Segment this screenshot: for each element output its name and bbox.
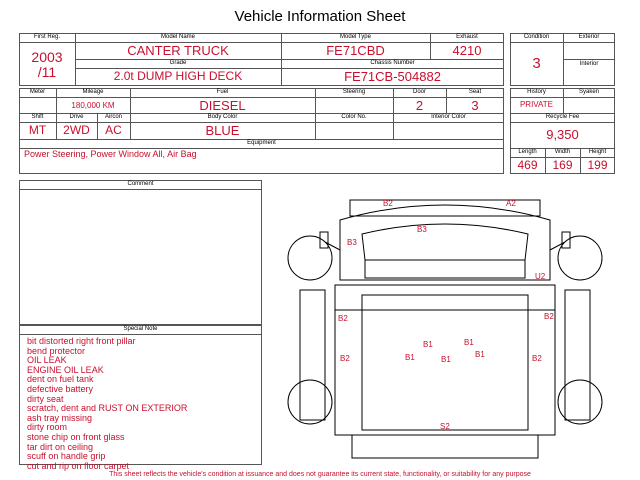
seat-value: 3 [471, 98, 479, 113]
damage-mark: A2 [506, 199, 516, 208]
list-item: OIL LEAK [27, 355, 67, 366]
chassis-number-value: FE71CB-504882 [344, 69, 441, 84]
list-item: ENGINE OIL LEAK [27, 364, 104, 375]
shift-value: MT [28, 123, 47, 137]
list-item: dirty room [27, 422, 68, 433]
drive-value: 2WD [63, 123, 90, 137]
height-label: Height [588, 149, 607, 155]
interior-label: Interior [579, 61, 599, 67]
grade-value: 2.0t DUMP HIGH DECK [113, 69, 243, 83]
model-type-label: Model Type [340, 34, 371, 40]
seat-label: Seat [468, 89, 482, 95]
list-item: ash tray missing [27, 412, 93, 423]
damage-mark: B3 [347, 238, 357, 247]
damage-mark: B1 [405, 353, 415, 362]
color-no-label: Color No. [341, 114, 367, 120]
equipment-label: Equipment [247, 140, 276, 146]
door-value: 2 [415, 98, 424, 113]
width-value: 169 [552, 158, 573, 172]
height-value: 199 [587, 158, 608, 172]
list-item: stone chip on front glass [27, 431, 125, 442]
comment-box [19, 180, 262, 325]
door-label: Door [412, 89, 426, 95]
model-type-value: FE71CBD [326, 43, 385, 58]
grade-label: Grade [169, 60, 187, 66]
comment-label: Comment [127, 181, 154, 187]
damage-mark: B1 [441, 355, 451, 364]
damage-mark: B2 [383, 199, 393, 208]
model-name-value: CANTER TRUCK [127, 43, 229, 58]
body-color-value: BLUE [205, 123, 240, 138]
damage-mark: B2 [532, 354, 542, 363]
list-item: dent on fuel tank [27, 374, 94, 385]
fuel-label: Fuel [216, 89, 229, 95]
exterior-label: Exterior [578, 34, 600, 40]
damage-mark: B2 [338, 314, 348, 323]
shift-label: Shift [31, 114, 44, 120]
exhaust-label: Exhaust [456, 34, 478, 40]
damage-mark: S2 [440, 422, 450, 431]
length-value: 469 [517, 158, 538, 172]
first-reg-month: /11 [37, 64, 57, 80]
truck-damage-diagram [270, 180, 615, 470]
special-note-label: Special Note [123, 326, 158, 332]
syaken-label: Syaken [578, 89, 599, 95]
drive-label: Drive [69, 114, 84, 120]
page-title: Vehicle Information Sheet [234, 8, 406, 25]
list-item: scratch, dent and RUST ON EXTERIOR [27, 403, 188, 414]
history-label: History [527, 89, 546, 95]
damage-mark: U2 [535, 272, 546, 281]
body-color-label: Body Color [207, 114, 238, 120]
damage-mark: B1 [464, 338, 474, 347]
recycle-fee-value: 9,350 [546, 127, 579, 142]
damage-mark: B1 [475, 350, 485, 359]
footer-disclaimer: This sheet reflects the vehicle's condition at issuance and does not guarantee its current state, functionality, or suitability for any purpose [109, 471, 531, 478]
recycle-fee-label: Recycle Fee [545, 114, 580, 120]
chassis-number-label: Chassis Number [370, 60, 415, 66]
damage-mark: B2 [340, 354, 350, 363]
damage-mark: B1 [423, 340, 433, 349]
aircon-label: Aircon [104, 114, 122, 120]
mileage-value: 180,000 KM [71, 101, 115, 110]
fuel-value: DIESEL [199, 98, 246, 113]
history-value: PRIVATE [519, 100, 554, 109]
mileage-label: Mileage [82, 89, 104, 95]
list-item: scuff on handle grip [27, 451, 106, 462]
meter-label: Meter [29, 89, 46, 95]
list-item: bend protector [27, 345, 86, 356]
width-label: Width [554, 149, 571, 155]
damage-mark: B3 [417, 225, 427, 234]
damage-mark: B2 [544, 312, 554, 321]
length-label: Length [518, 149, 537, 155]
interior-color-label: Interior Color [431, 114, 466, 120]
condition-value: 3 [532, 55, 541, 72]
list-item: dirty seat [27, 393, 64, 404]
condition-label: Condition [523, 34, 550, 40]
first-reg-label: First Reg. [33, 34, 60, 40]
exhaust-value: 4210 [452, 43, 482, 58]
list-item: bit distorted right front pillar [27, 336, 136, 346]
list-item: defective battery [27, 383, 94, 394]
steering-label: Steering [342, 89, 366, 95]
first-reg-year: 2003 [31, 49, 63, 65]
aircon-value: AC [105, 123, 122, 137]
list-item: cut and rip on floor carpet [27, 460, 130, 471]
model-name-label: Model Name [160, 34, 195, 40]
equipment-value: Power Steering, Power Window All, Air Bag [24, 149, 197, 159]
special-note-list [27, 337, 187, 471]
list-item: tar dirt on ceiling [27, 441, 94, 452]
